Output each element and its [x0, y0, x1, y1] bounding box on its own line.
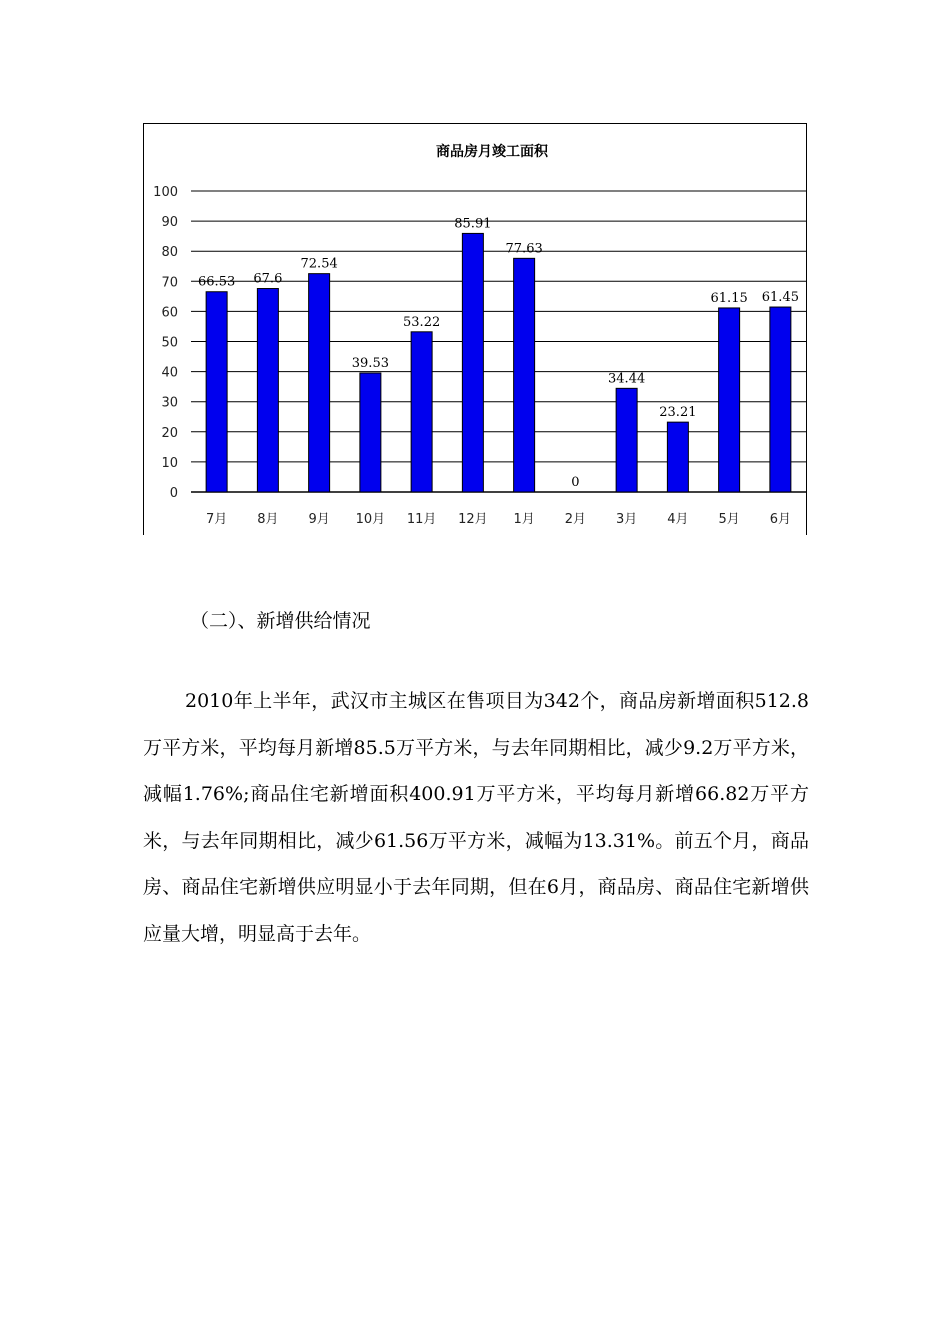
data-label: 34.44: [608, 371, 646, 387]
chart-title: 商品房月竣工面积: [436, 144, 548, 160]
x-axis-labels: [206, 512, 791, 527]
x-tick-label: 10月: [355, 512, 386, 527]
x-tick-label: 4月: [667, 512, 689, 527]
data-label: 61.15: [710, 290, 748, 306]
bar: [360, 373, 381, 492]
section-heading: （二）、新增供给情况: [190, 610, 371, 632]
data-label: 72.54: [300, 256, 338, 272]
x-tick-label: 1月: [513, 512, 535, 527]
bar-chart: [144, 124, 808, 536]
y-tick-label: 80: [161, 245, 178, 261]
bar: [206, 292, 227, 492]
y-tick-label: 10: [161, 455, 178, 471]
bar: [770, 307, 791, 492]
chart-container: [143, 123, 807, 535]
bar: [667, 422, 688, 492]
chart-grid: [191, 191, 806, 492]
x-tick-label: 9月: [308, 512, 330, 527]
data-label: 77.63: [505, 241, 543, 257]
data-label: 85.91: [454, 216, 492, 232]
y-tick-label: 100: [153, 185, 178, 200]
data-label: 53.22: [403, 314, 441, 330]
bar: [616, 388, 637, 492]
chart-bars: [206, 233, 791, 492]
x-tick-label: 8月: [257, 512, 279, 527]
y-tick-label: 40: [161, 365, 178, 381]
y-tick-label: 70: [161, 275, 178, 291]
x-tick-label: 3月: [615, 512, 638, 527]
y-tick-label: 50: [161, 335, 178, 351]
data-label: 0: [571, 475, 580, 490]
x-tick-label: 5月: [718, 512, 740, 527]
section-paragraph: 2010年上半年，武汉市主城区在售项目为342个，商品房新增面积512.8万平方米，平均每月新增85.5万平方米，与去年同期相比，减少9.2万平方米，减幅1.76%;商品住宅新增面积400.91万平方米，平均每月新增66.82万平方米，与去年同期相比，减少61.56万平方米，减幅为13.31%。前五个月，商品房、商品住宅新增供应明显小于去年同期，但在6月，商品房、商品住宅新增供应量大增，明显高于去年。: [143, 690, 809, 945]
x-tick-label: 7月: [205, 512, 228, 527]
y-tick-label: 60: [161, 305, 178, 321]
data-label: 67.6: [253, 271, 283, 287]
x-tick-label: 12月: [458, 512, 488, 527]
bar: [719, 308, 740, 492]
bar: [514, 258, 535, 492]
bar: [309, 274, 330, 492]
x-tick-label: 6月: [769, 512, 792, 527]
y-tick-label: 20: [161, 425, 178, 441]
y-tick-label: 90: [161, 215, 178, 231]
y-axis-labels: [153, 185, 178, 501]
x-tick-label: 2月: [564, 512, 587, 527]
data-label: 61.45: [761, 290, 799, 306]
data-label: 39.53: [351, 356, 389, 372]
bar: [411, 332, 432, 492]
y-tick-label: 0: [169, 486, 178, 501]
data-label: 23.21: [659, 405, 697, 421]
data-label: 66.53: [198, 274, 236, 290]
value-labels: [198, 216, 799, 490]
bar: [462, 233, 483, 492]
x-tick-label: 11月: [406, 512, 437, 527]
y-tick-label: 30: [161, 395, 178, 411]
bar: [257, 289, 278, 492]
